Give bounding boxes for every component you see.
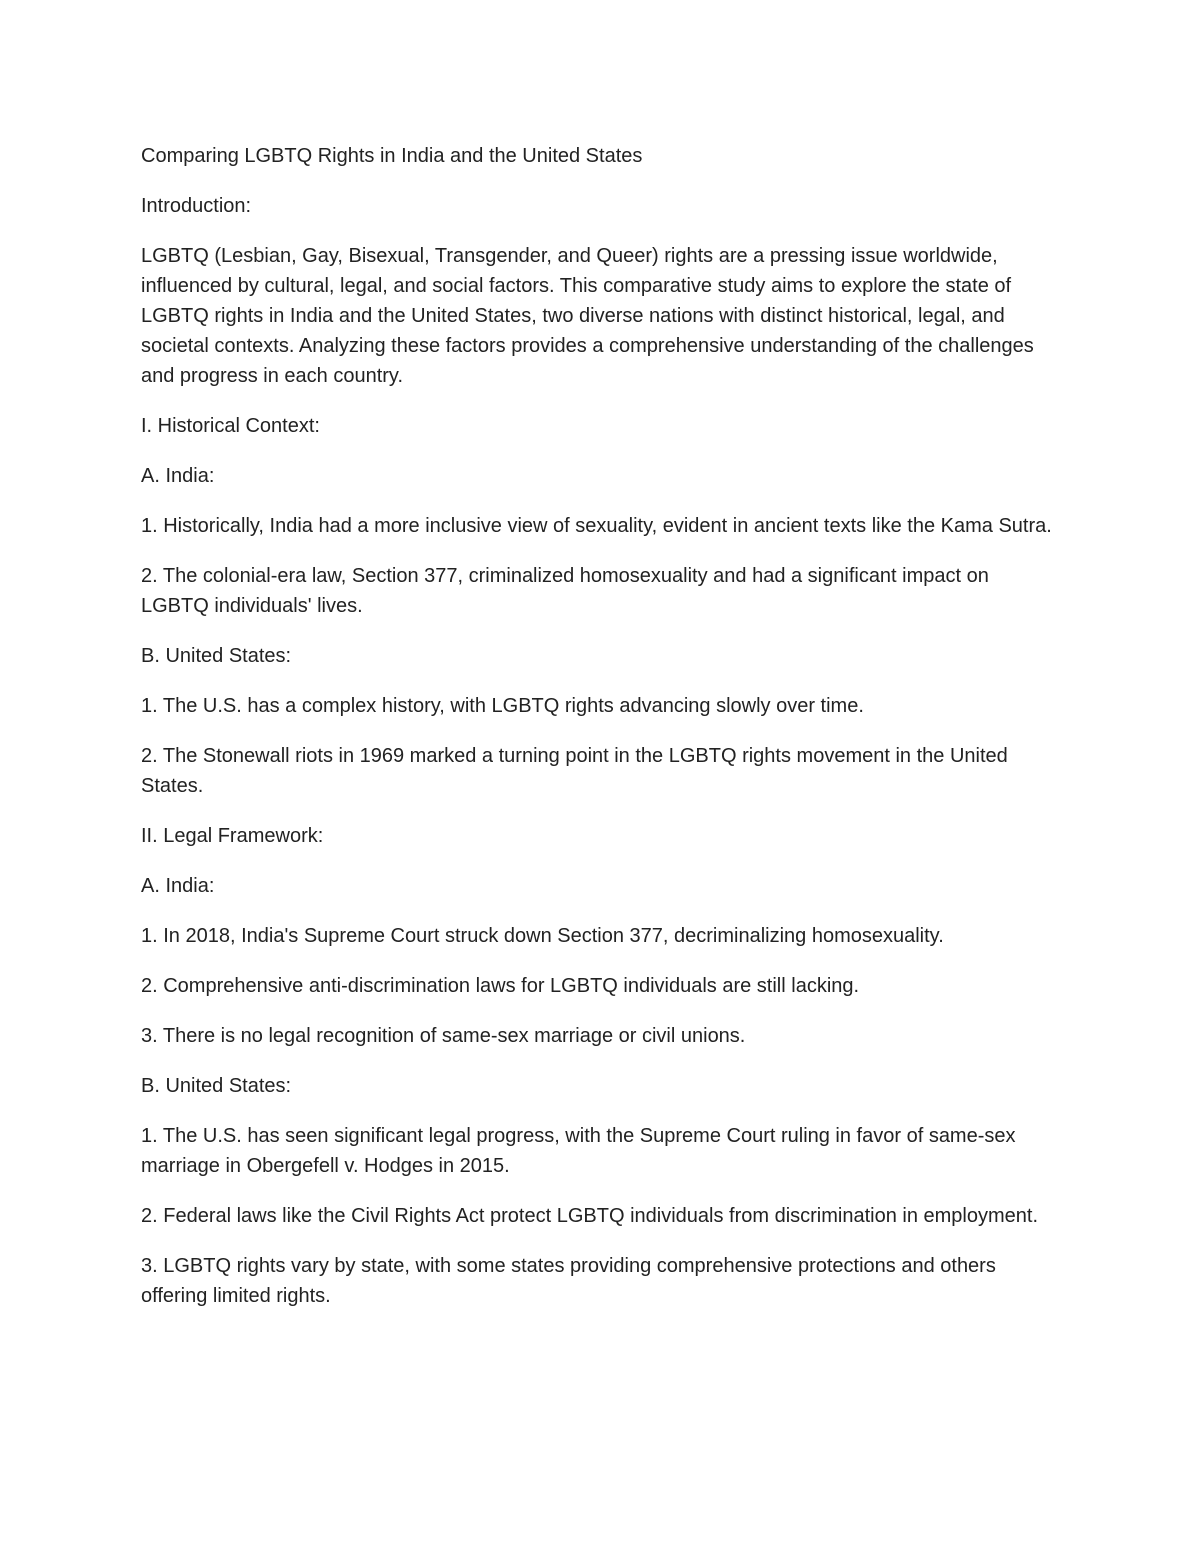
list-item: 1. The U.S. has a complex history, with LGBTQ rights advancing slowly over time. bbox=[141, 695, 864, 717]
list-item: 2. The Stonewall riots in 1969 marked a turning point in the LGBTQ rights movement in the United States. bbox=[141, 745, 1008, 797]
list-item: 3. LGBTQ rights vary by state, with some states providing comprehensive protections and others offering limited rights. bbox=[141, 1255, 996, 1307]
section-heading-historical-context: I. Historical Context: bbox=[141, 415, 320, 437]
subheading-india: A. India: bbox=[141, 465, 215, 487]
subheading-india: A. India: bbox=[141, 875, 215, 897]
subheading-united-states: B. United States: bbox=[141, 1075, 292, 1097]
intro-paragraph: LGBTQ (Lesbian, Gay, Bisexual, Transgender, and Queer) rights are a pressing issue worldwide, influenced by cultural, legal, and social factors. This comparative study aims to explore the state of LGBTQ rights in India and the United States, two diverse nations with distinct historical, legal, and societal contexts. Analyzing these factors provides a comprehensive understanding of the challenges and progress in each country. bbox=[141, 245, 1034, 387]
list-item: 1. The U.S. has seen significant legal progress, with the Supreme Court ruling in favor of same-sex marriage in Obergefell v. Hodges in 2015. bbox=[141, 1125, 1016, 1177]
document-body bbox=[141, 141, 1061, 1331]
list-item: 3. There is no legal recognition of same-sex marriage or civil unions. bbox=[141, 1025, 746, 1047]
subheading-united-states: B. United States: bbox=[141, 645, 292, 667]
list-item: 2. Comprehensive anti-discrimination laws for LGBTQ individuals are still lacking. bbox=[141, 975, 860, 997]
list-item: 2. The colonial-era law, Section 377, criminalized homosexuality and had a significant impact on LGBTQ individuals' lives. bbox=[141, 565, 989, 617]
list-item: 2. Federal laws like the Civil Rights Act protect LGBTQ individuals from discrimination in employment. bbox=[141, 1205, 1039, 1227]
section-heading-legal-framework: II. Legal Framework: bbox=[141, 825, 324, 847]
intro-heading: Introduction: bbox=[141, 195, 252, 217]
list-item: 1. In 2018, India's Supreme Court struck down Section 377, decriminalizing homosexuality. bbox=[141, 925, 944, 947]
list-item: 1. Historically, India had a more inclusive view of sexuality, evident in ancient texts like the Kama Sutra. bbox=[141, 515, 1052, 537]
document-title: Comparing LGBTQ Rights in India and the United States bbox=[141, 145, 643, 167]
